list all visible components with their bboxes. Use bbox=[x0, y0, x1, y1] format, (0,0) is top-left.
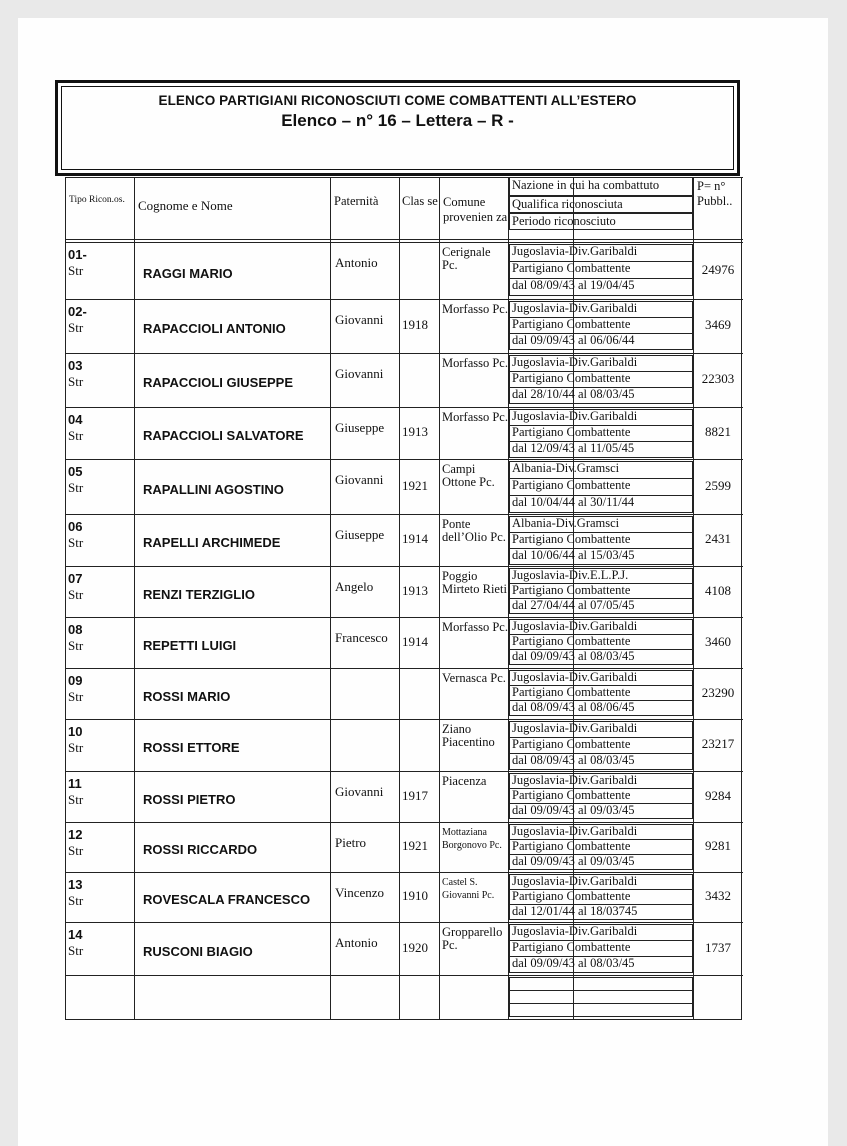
header-nazione: Nazione in cui ha combattuto bbox=[512, 178, 660, 192]
row-comune: Morfasso Pc. bbox=[442, 410, 508, 424]
row-comune: Poggio Mirteto Rieti bbox=[442, 569, 507, 596]
row-nazione: Jugoslavia-Div.Garibaldi bbox=[512, 619, 638, 633]
row-rule bbox=[66, 514, 743, 515]
row-classe: 1914 bbox=[402, 633, 428, 649]
row-periodo: dal 09/09/43 al 09/03/45 bbox=[512, 854, 635, 868]
row-pubbl: 8821 bbox=[705, 424, 731, 439]
row-paternita: Giovanni bbox=[335, 784, 384, 799]
row-comune: Morfasso Pc. bbox=[442, 302, 508, 316]
row-tipo: Str bbox=[68, 263, 84, 278]
row-cognome-nome: RAGGI MARIO bbox=[143, 265, 233, 281]
header-qualifica: Qualifica riconosciuta bbox=[512, 197, 623, 211]
row-pubbl: 22303 bbox=[701, 371, 735, 386]
row-classe: 1913 bbox=[402, 424, 428, 439]
row-number: 01- bbox=[68, 247, 87, 262]
column-rule bbox=[439, 177, 440, 1020]
row-classe: 1910 bbox=[402, 888, 428, 903]
row-qualifica: Partigiano Combattente bbox=[512, 371, 631, 385]
row-pubbl: 23217 bbox=[701, 736, 735, 751]
row-cognome-nome: RAPACCIOLI ANTONIO bbox=[143, 321, 286, 336]
row-qualifica: Partigiano Combattente bbox=[512, 889, 631, 903]
row-comune: Morfasso Pc. bbox=[442, 620, 508, 634]
row-pubbl: 9284 bbox=[705, 787, 731, 803]
row-pubbl: 3432 bbox=[705, 888, 731, 903]
row-rule bbox=[66, 975, 743, 976]
row-nazione: Jugoslavia-Div.Garibaldi bbox=[512, 824, 638, 838]
row-number: 09 bbox=[68, 673, 83, 688]
row-cognome-nome: REPETTI LUIGI bbox=[143, 637, 237, 653]
row-paternita: Pietro bbox=[335, 835, 367, 850]
row-cognome-nome: RAPELLI ARCHIMEDE bbox=[143, 535, 281, 550]
row-tipo: Str bbox=[68, 792, 84, 807]
row-paternita: Giuseppe bbox=[335, 527, 385, 542]
row-qualifica: Partigiano Combattente bbox=[512, 425, 631, 439]
row-tipo: Str bbox=[68, 893, 84, 908]
row-tipo: Str bbox=[68, 374, 84, 389]
header-paternita: Paternità bbox=[334, 194, 379, 208]
row-tipo: Str bbox=[68, 689, 84, 704]
row-paternita: Giovanni bbox=[335, 312, 384, 327]
header-bottom-rule-2 bbox=[66, 242, 743, 243]
row-pubbl: 1737 bbox=[705, 939, 731, 955]
row-number: 07 bbox=[68, 571, 83, 586]
row-rule bbox=[66, 872, 743, 873]
row-paternita: Francesco bbox=[335, 630, 388, 645]
row-qualifica: Partigiano Combattente bbox=[512, 839, 631, 853]
row-rule bbox=[66, 922, 743, 923]
row-rule bbox=[66, 353, 743, 354]
empty-subcell bbox=[509, 1003, 693, 1017]
row-qualifica: Partigiano Combattente bbox=[512, 478, 631, 492]
row-nazione: Jugoslavia-Div.Garibaldi bbox=[512, 244, 638, 258]
row-cognome-nome: RAPALLINI AGOSTINO bbox=[143, 481, 284, 497]
row-pubbl: 3469 bbox=[705, 317, 731, 332]
row-qualifica: Partigiano Combattente bbox=[512, 634, 631, 648]
document-subtitle: Elenco – n° 16 – Lettera – R - bbox=[281, 111, 514, 130]
row-periodo: dal 27/04/44 al 07/05/45 bbox=[512, 598, 635, 612]
row-nazione: Jugoslavia-Div.Garibaldi bbox=[512, 924, 638, 938]
row-rule bbox=[66, 459, 743, 460]
row-number: 10 bbox=[68, 724, 83, 739]
header-bottom-rule bbox=[66, 239, 743, 240]
row-tipo: Str bbox=[68, 480, 84, 495]
row-tipo: Str bbox=[68, 638, 84, 653]
row-cognome-nome: ROSSI MARIO bbox=[143, 688, 231, 704]
row-rule bbox=[66, 719, 743, 720]
row-number: 02- bbox=[68, 304, 87, 319]
empty-subcell bbox=[509, 977, 693, 991]
row-nazione: Albania-Div.Gramsci bbox=[512, 461, 620, 475]
row-periodo: dal 09/09/43 al 08/03/45 bbox=[512, 649, 635, 663]
row-rule bbox=[66, 566, 743, 567]
row-classe: 1921 bbox=[402, 838, 428, 853]
row-periodo: dal 09/09/43 al 06/06/44 bbox=[512, 333, 635, 347]
row-rule bbox=[66, 668, 743, 669]
row-paternita: Giovanni bbox=[335, 472, 384, 487]
header-periodo: Periodo riconosciuto bbox=[512, 214, 616, 228]
row-cognome-nome: ROSSI RICCARDO bbox=[143, 842, 258, 857]
row-pubbl: 24976 bbox=[701, 261, 735, 277]
row-comune: Piacenza bbox=[442, 774, 487, 788]
header-classe: Clas se bbox=[402, 194, 438, 208]
row-paternita: Giuseppe bbox=[335, 420, 385, 435]
title-box bbox=[55, 80, 740, 176]
column-rule bbox=[134, 177, 135, 1020]
row-nazione: Jugoslavia-Div.Garibaldi bbox=[512, 670, 638, 684]
row-number: 08 bbox=[68, 622, 83, 637]
empty-subcell bbox=[509, 990, 693, 1004]
row-nazione: Jugoslavia-Div.E.L.P.J. bbox=[512, 568, 629, 582]
row-number: 03 bbox=[68, 358, 83, 373]
row-paternita: Angelo bbox=[335, 579, 374, 594]
row-classe: 1918 bbox=[402, 317, 428, 332]
row-periodo: dal 09/09/43 al 09/03/45 bbox=[512, 803, 635, 817]
row-rule bbox=[66, 407, 743, 408]
row-qualifica: Partigiano Combattente bbox=[512, 317, 631, 331]
row-periodo: dal 28/10/44 al 08/03/45 bbox=[512, 387, 635, 401]
row-paternita: Vincenzo bbox=[335, 885, 385, 900]
row-tipo: Str bbox=[68, 740, 84, 755]
row-tipo: Str bbox=[68, 535, 84, 550]
header-pubbl: P= n° Pubbl.. bbox=[697, 179, 733, 208]
row-periodo: dal 12/09/43 al 11/05/45 bbox=[512, 441, 635, 455]
row-nazione: Jugoslavia-Div.Garibaldi bbox=[512, 721, 638, 735]
row-nazione: Jugoslavia-Div.Garibaldi bbox=[512, 409, 638, 423]
row-cognome-nome: RAPACCIOLI GIUSEPPE bbox=[143, 375, 294, 390]
row-comune: Castel S. Giovanni Pc. bbox=[442, 877, 495, 901]
row-classe: 1921 bbox=[402, 477, 428, 493]
row-classe: 1917 bbox=[402, 787, 428, 803]
row-qualifica: Partigiano Combattente bbox=[512, 532, 631, 546]
row-cognome-nome: ROSSI PIETRO bbox=[143, 791, 236, 807]
row-tipo: Str bbox=[68, 843, 84, 858]
row-number: 13 bbox=[68, 877, 83, 892]
row-number: 14 bbox=[68, 927, 83, 942]
row-cognome-nome: RUSCONI BIAGIO bbox=[143, 943, 253, 959]
row-tipo: Str bbox=[68, 320, 84, 335]
row-nazione: Jugoslavia-Div.Garibaldi bbox=[512, 355, 638, 369]
row-periodo: dal 08/09/43 al 08/03/45 bbox=[512, 753, 635, 767]
row-qualifica: Partigiano Combattente bbox=[512, 583, 631, 597]
row-qualifica: Partigiano Combattente bbox=[512, 940, 631, 954]
row-rule bbox=[66, 822, 743, 823]
row-cognome-nome: ROVESCALA FRANCESCO bbox=[143, 892, 311, 907]
row-paternita: Antonio bbox=[335, 255, 378, 270]
row-number: 04 bbox=[68, 412, 83, 427]
row-comune: Ponte dell’Olio Pc. bbox=[442, 517, 506, 544]
row-paternita: Antonio bbox=[335, 935, 378, 950]
row-cognome-nome: ROSSI ETTORE bbox=[143, 740, 240, 755]
row-nazione: Jugoslavia-Div.Garibaldi bbox=[512, 874, 638, 888]
row-nazione: Jugoslavia-Div.Garibaldi bbox=[512, 773, 638, 787]
row-classe: 1920 bbox=[402, 939, 428, 955]
row-cognome-nome: RENZI TERZIGLIO bbox=[143, 586, 255, 602]
row-qualifica: Partigiano Combattente bbox=[512, 737, 631, 751]
row-comune: Campi Ottone Pc. bbox=[442, 462, 495, 489]
row-pubbl: 4108 bbox=[705, 582, 731, 598]
row-number: 12 bbox=[68, 827, 83, 842]
row-pubbl: 2431 bbox=[705, 531, 731, 546]
header-tipo: Tipo Ricon.os. bbox=[69, 195, 125, 205]
row-tipo: Str bbox=[68, 428, 84, 443]
row-qualifica: Partigiano Combattente bbox=[512, 261, 631, 275]
row-nazione: Albania-Div.Gramsci bbox=[512, 516, 620, 530]
row-tipo: Str bbox=[68, 943, 84, 958]
row-pubbl: 2599 bbox=[705, 477, 731, 493]
row-number: 05 bbox=[68, 464, 83, 479]
row-pubbl: 9281 bbox=[705, 838, 731, 853]
row-number: 06 bbox=[68, 519, 83, 534]
row-comune: Vernasca Pc. bbox=[442, 671, 506, 685]
row-rule bbox=[66, 617, 743, 618]
row-periodo: dal 10/06/44 al 15/03/45 bbox=[512, 548, 635, 562]
row-periodo: dal 12/01/44 al 18/03745 bbox=[512, 904, 638, 918]
row-rule bbox=[66, 299, 743, 300]
row-comune: Cerignale Pc. bbox=[442, 245, 491, 272]
row-periodo: dal 08/09/43 al 08/06/45 bbox=[512, 700, 635, 714]
row-nazione: Jugoslavia-Div.Garibaldi bbox=[512, 301, 638, 315]
row-paternita: Giovanni bbox=[335, 366, 384, 381]
row-periodo: dal 08/09/43 al 19/04/45 bbox=[512, 278, 635, 292]
row-tipo: Str bbox=[68, 587, 84, 602]
row-rule bbox=[66, 771, 743, 772]
partisans-table bbox=[65, 177, 742, 1020]
row-periodo: dal 10/04/44 al 30/11/44 bbox=[512, 495, 635, 509]
row-pubbl: 3460 bbox=[705, 633, 731, 649]
row-qualifica: Partigiano Combattente bbox=[512, 685, 631, 699]
row-qualifica: Partigiano Combattente bbox=[512, 788, 631, 802]
header-cognome-nome: Cognome e Nome bbox=[138, 198, 233, 213]
row-pubbl: 23290 bbox=[701, 684, 735, 700]
row-classe: 1914 bbox=[402, 531, 428, 546]
header-comune: Comune provenien za bbox=[443, 195, 508, 224]
row-comune: Morfasso Pc. bbox=[442, 356, 508, 370]
row-comune: Mottaziana Borgonovo Pc. bbox=[442, 827, 502, 851]
row-classe: 1913 bbox=[402, 582, 428, 598]
row-periodo: dal 09/09/43 al 08/03/45 bbox=[512, 956, 635, 970]
document-title: ELENCO PARTIGIANI RICONOSCIUTI COME COMBATTENTI ALL’ESTERO bbox=[158, 93, 637, 108]
title-inner-frame bbox=[61, 86, 734, 170]
row-comune: Gropparello Pc. bbox=[442, 925, 503, 952]
row-comune: Ziano Piacentino bbox=[442, 722, 495, 749]
row-number: 11 bbox=[68, 776, 82, 791]
row-cognome-nome: RAPACCIOLI SALVATORE bbox=[143, 428, 304, 443]
